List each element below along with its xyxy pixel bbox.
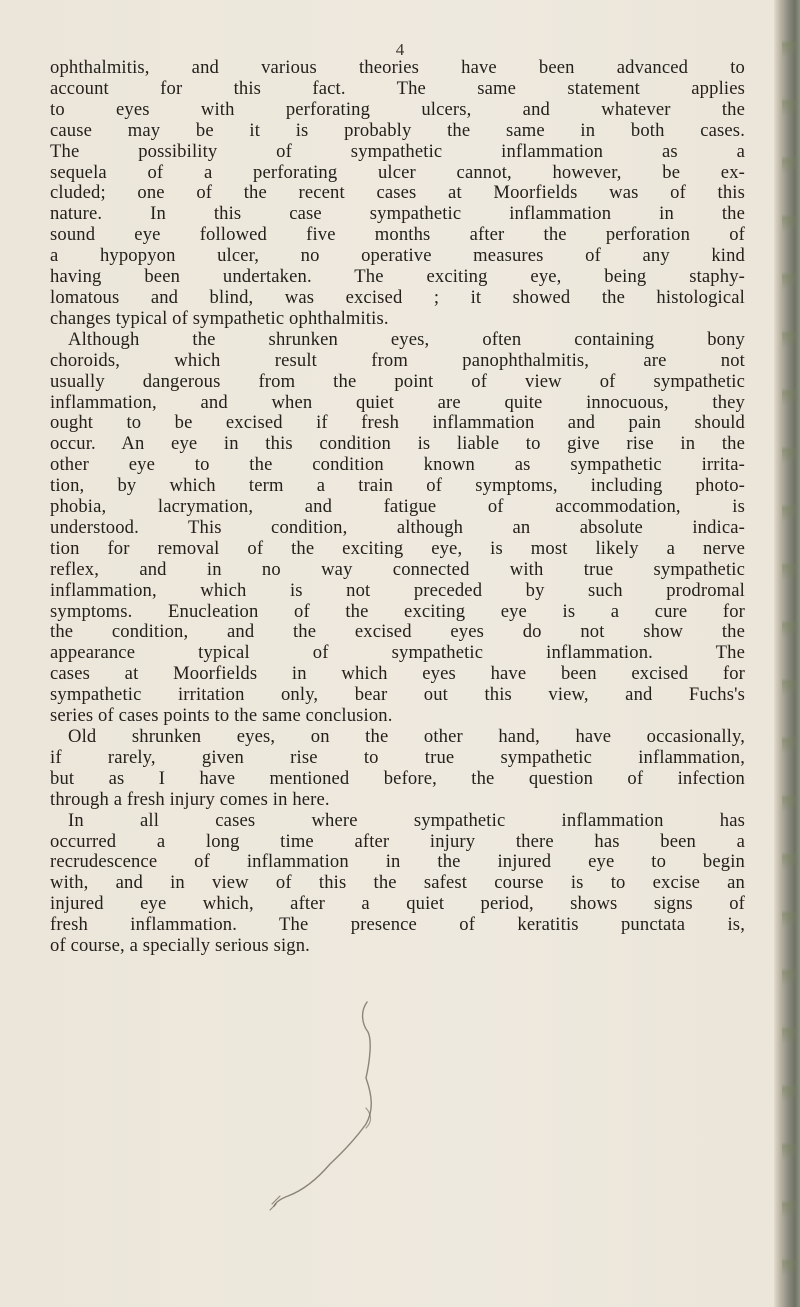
- text-line: through a fresh injury comes in here.: [50, 788, 330, 810]
- text-line: to eyes with perforating ulcers, and whatever the: [50, 98, 745, 120]
- text-line: sympathetic irritation only, bear out this view, and Fuchs's: [50, 684, 745, 706]
- text-line: Old shrunken eyes, on the other hand, have occasionally,: [68, 726, 745, 747]
- text-line: sequela of a perforating ulcer cannot, however, be ex-: [50, 161, 745, 183]
- text-line: inflammation, and when quiet are quite innocuous, they: [50, 391, 745, 413]
- text-line: account for this fact. The same statement applies: [50, 77, 745, 99]
- text-line: inflammation, which is not preceded by such prodromal: [50, 579, 745, 601]
- text-line: changes typical of sympathetic ophthalmitis.: [50, 307, 389, 329]
- text-line: understood. This condition, although an absolute indica-: [50, 516, 745, 538]
- text-line: cases at Moorfields in which eyes have been excised for: [50, 663, 745, 685]
- text-line: The possibility of sympathetic inflammation as a: [50, 140, 745, 162]
- text-line: sound eye followed five months after the perforation of: [50, 224, 745, 246]
- text-line: ophthalmitis, and various theories have been advanced to: [50, 57, 745, 78]
- text-line: symptoms. Enucleation of the exciting eye is a cure for: [50, 600, 745, 622]
- text-line: phobia, lacrymation, and fatigue of accommodation, is: [50, 496, 745, 518]
- text-line: cause may be it is probably the same in both cases.: [50, 119, 745, 141]
- text-line: reflex, and in no way connected with true sympathetic: [50, 558, 745, 580]
- text-line: a hypopyon ulcer, no operative measures of any kind: [50, 245, 745, 267]
- text-line: but as I have mentioned before, the question of infection: [50, 767, 745, 789]
- text-line: appearance typical of sympathetic inflammation. The: [50, 642, 745, 664]
- text-line: having been undertaken. The exciting eye, being staphy-: [50, 266, 745, 288]
- text-line: injured eye which, after a quiet period, shows signs of: [50, 893, 745, 915]
- text-line: the condition, and the excised eyes do not show the: [50, 621, 745, 643]
- text-line: cluded; one of the recent cases at Moorfields was of this: [50, 182, 745, 204]
- text-line: if rarely, given rise to true sympathetic inflammation,: [50, 746, 745, 768]
- text-line: occur. An eye in this condition is liable to give rise in the: [50, 433, 745, 455]
- text-line: fresh inflammation. The presence of keratitis punctata is,: [50, 914, 745, 936]
- text-line: Although the shrunken eyes, often containing bony: [68, 328, 745, 350]
- text-line: lomatous and blind, was excised ; it showed the histological: [50, 286, 745, 308]
- text-line: with, and in view of this the safest course is to excise an: [50, 872, 745, 894]
- text-line: In all cases where sympathetic inflammation has: [68, 809, 745, 831]
- text-line: occurred a long time after injury there has been a: [50, 830, 745, 852]
- text-line: tion for removal of the exciting eye, is most likely a nerve: [50, 537, 745, 559]
- text-line: other eye to the condition known as sympathetic irrita-: [50, 454, 745, 476]
- text-line: choroids, which result from panophthalmitis, are not: [50, 349, 745, 371]
- text-line: tion, by which term a train of symptoms, including photo-: [50, 475, 745, 497]
- text-line: recrudescence of inflammation in the injured eye to begin: [50, 851, 745, 873]
- text-line: ought to be excised if fresh inflammation and pain should: [50, 412, 745, 434]
- page-number: 4: [395, 40, 405, 59]
- text-line: usually dangerous from the point of view of sympathetic: [50, 370, 745, 392]
- text-line: series of cases points to the same conclusion.: [50, 705, 393, 727]
- text-line: of course, a specially serious sign.: [50, 935, 310, 957]
- text-line: nature. In this case sympathetic inflammation in the: [50, 203, 745, 225]
